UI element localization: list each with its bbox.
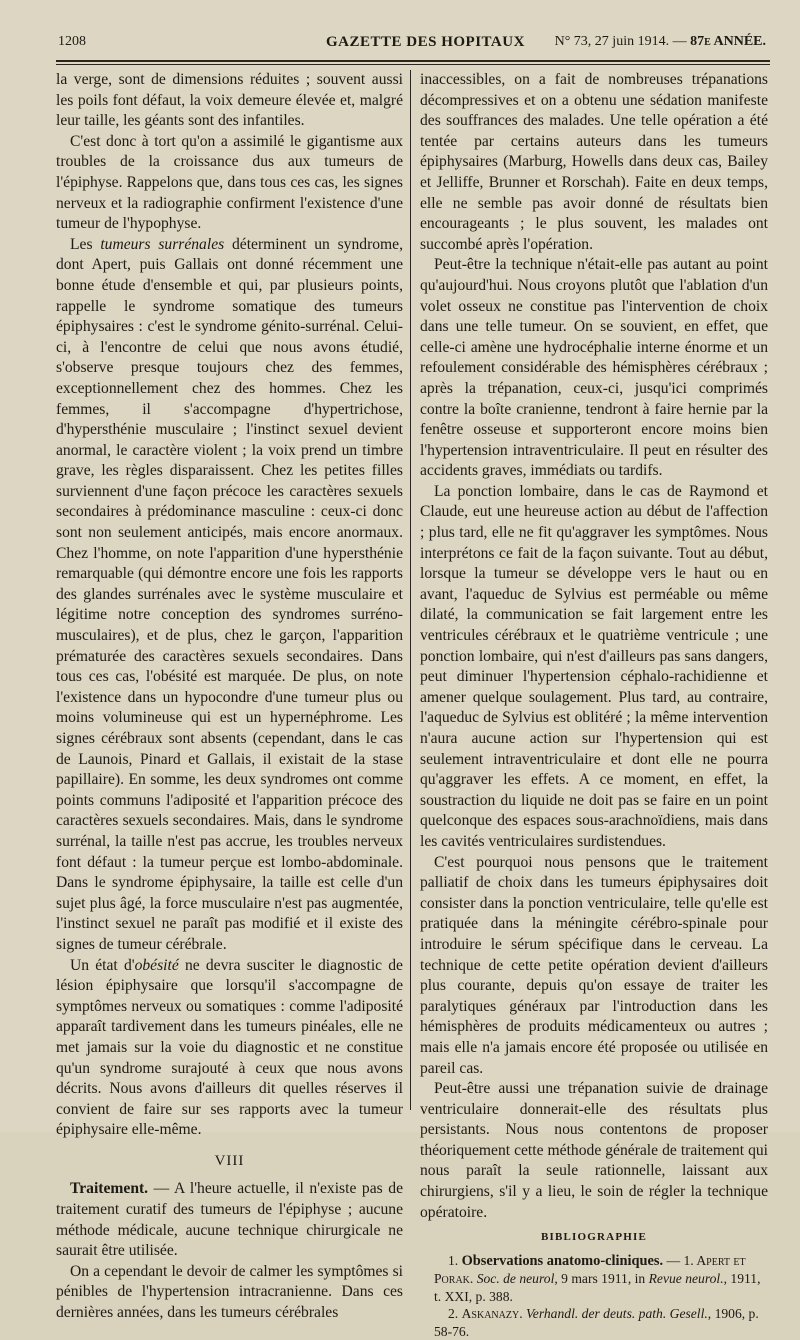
paragraph: Peut-être la technique n'était-elle pas autant au point qu'aujourd'hui. Nous croyons plutôt que l'ablation d'un volet osseux ne constitue pas l'intervention de choix dans une telle tumeur. On se souvient, en effet, que celle-ci amène une hydrocéphalie interne énorme et un refoulement considérable des hémisphères cérébraux ; après la trépanation, ceux-ci, jusqu'ici comprimés contre la boîte cranienne, tendront à faire hernie par la fenêtre osseuse et supporteront encore moins bien l'hypertension intraventriculaire. Il peut en résulter des accidents graves, immédiats ou tardifs. [420,256,768,480]
text-run: Un état d' [70,956,135,974]
bibliography-heading: BIBLIOGRAPHIE [540,1231,648,1244]
right-column [420,70,768,1340]
column-divider [410,70,411,1110]
run-in-heading: Traitement. [70,1180,149,1198]
header-rule-thick [56,60,770,62]
paragraph: La ponction lombaire, dans le cas de Raymond et Claude, eut une heureuse action au début de l'affection ; plus tard, elle ne fit qu'aggraver les symptômes. Nous interprétons ce fait de la façon suivante. Tout au début, lorsque la tumeur se développe vers le haut ou en avant, l'aqueduc de Sylvius est perméable ou même dilaté, la communication se fait largement entre les ventricules cérébraux et le quatrième ventricule ; une ponction lombaire, qui n'est d'ailleurs pas sans dangers, peut diminuer l'hypertension céphalo-rachidienne et amener quelque soulagement. Plus tard, au contraire, l'aqueduc de Sylvius est oblitéré ; la même intervention n'aura aucune action sur l'hypertension qui est seulement intraventriculaire et dont elle ne pourra qu'aggraver les effets. A ce moment, en effet, la soustraction du liquide ne doit pas se faire en un point quelconque des espaces sous-arachnoïdiens, mais dans les cavités ventriculaires surdistendues. [420,482,768,850]
paragraph: On a cependant le devoir de calmer les symptômes si pénibles de l'hypertension intracranienne. Dans ces dernières années, dans les tumeurs cérébrales [56,1262,403,1322]
text-run: Les [70,235,101,253]
header-rule-thin [56,64,770,65]
ref-journal: Verhandl. der deuts. path. Gesell. [526,1306,708,1322]
page-number: 1208 [58,34,86,49]
text-run: déterminent un syndrome, dont Apert, puis Gallais ont donné récemment une bonne étude d'ensemble et qui, par plusieurs points, rappelle le syndrome somatique des tumeurs épiphysaires : c'est le syndrome génito-surrénal. Celui-ci, à l'encontre de celui que nous avons étudié, s'observe presque toujours chez des femmes, exceptionnellement chez des hommes. Chez les femmes, il s'accompagne d'hypertrichose, d'hypersthénie musculaire ; l'instinct sexuel devient anormal, le caractère violent ; la voix prend un timbre grave, les règles disparaissent. Chez les petites filles surviennent d'une façon précoce les caractères sexuels secondaires à prédominance masculine : ceux-ci donc sont non seulement anticipés, mais encore anormaux. Chez l'homme, on note l'apparition d'une hypersthénie remarquable (qui démontre encore une fois les rapports des glandes surrénales avec le système musculaire et légitime notre conception des syndromes surréno-musculaires), et de plus, chez le garçon, l'apparition prématurée des caractères sexuels secondaires. Dans tous ces cas, l'obésité est marquée. De plus, on note l'existence dans un hypocondre d'une tumeur plus ou moins volumineuse qui est un hypernéphrome. Les signes cérébraux sont absents (cependant, dans le cas de Launois, Pinard et Gallais, il existait de la stase papillaire). En somme, les deux syndromes ont comme points communs l'adiposité et l'apparition précoce des caractères sexuels secondaires. Mais, dans le syndrome surrénal, la taille n'est pas accrue, les troubles nerveux font défaut : la tumeur perçue est lombo-abdominale. Dans le syndrome épiphysaire, la taille est celle d'un sujet plus âgé, la force musculaire n'est pas augmentée, l'instinct sexuel ne paraît pas modifié et il existe des signes de tumeur cérébrale. [56,235,404,953]
text-run: , 1911, t. XXI, p. 388. [434,1271,761,1304]
paragraph [56,235,403,956]
section-number: VIII [214,1152,245,1169]
ref-journal: Revue neurol. [648,1271,724,1287]
ref-title: Observations anatomo-cliniques. [461,1252,664,1269]
ref-number: 2. [448,1306,459,1322]
year-label: 87e ANNÉE. [690,34,766,49]
paragraph: inaccessibles, on a fait de nombreuses trépanations décompressives et on a obtenu une sédation manifeste des souffrances des malades. Une telle opération a été tentée par certains auteurs dans les tumeurs épiphysaires (Marburg, Howells dans deux cas, Bailey et Jelliffe, Brunner et Rorschah). Faite en deux temps, elle ne semble pas avoir donné de résultats bien encourageants ; le plus souvent, les malades ont succombé après l'opération. [420,71,768,253]
text-run: — A l'heure actuelle, il n'existe pas de traitement curatif des tumeurs de l'épiphyse ; aucune méthode médicale, aucune technique chirurgicale ne saurait être utilisée. [56,1180,403,1260]
paragraph: C'est pourquoi nous pensons que le traitement palliatif de choix dans les tumeurs épiphysaires doit consister dans la ponction ventriculaire, telle qu'elle est pratiquée dans la méningite cérébro-spinale pour introduire le sérum spécifique dans le cerveau. La technique de cette petite opération devient d'ailleurs plus courante, depuis qu'on essaye de traiter les paralytiques généraux par l'introduction dans les hémisphères de produits médicamenteux ou autres ; mais elle n'a jamais encore été proposée ou utilisée en pareil cas. [420,853,768,1077]
issue-info [555,34,766,50]
emphasis: obésité [134,956,179,974]
ref-journal: Soc. de neurol [476,1271,555,1287]
paragraph: Peut-être aussi une trépanation suivie de drainage ventriculaire donnerait-elle des résultats plus persistants. Nous nous contentons de proposer théoriquement cette méthode générale de traitement qui nous paraît la seule rationnelle, laissant aux chirurgiens, s'il y a lieu, le soin de régler la technique opératoire. [420,1080,768,1221]
paragraph: C'est donc à tort qu'on a assimilé le gigantisme aux troubles de la croissance dus aux tumeurs de l'épiphyse. Rappelons que, dans tous ces cas, les signes nerveux et la radiographie confirment l'existence d'une tumeur de l'hypophyse. [56,132,403,233]
bibliography-entry [420,1305,768,1340]
paragraph: la verge, sont de dimensions réduites ; souvent aussi les poils font défaut, la voix demeure élevée et, malgré leur taille, les géants sont des infantiles. [56,71,403,130]
left-column [56,70,403,1324]
text-run: , 9 mars 1911, in [554,1271,649,1287]
ref-author: Askanazy. [461,1306,523,1322]
ref-number: 1. [448,1252,459,1268]
journal-title: GAZETTE DES HOPITAUX [326,34,525,50]
text-run: ne devra susciter le diagnostic de lésion épiphysaire que lorsqu'il s'accompagne de symptômes nerveux ou somatiques : comme l'adiposité apparaît tardivement dans les tumeurs pinéales, elle ne met jamais sur la voie du diagnostic et ne constitue qu'un syndrome surajouté à ceux que nous avons décrits. Nous avons d'ailleurs dit quelles réserves il convient de faire sur ses rapports avec la tumeur épiphysaire elle-même. [56,956,403,1139]
paragraph [56,956,403,1141]
emphasis: tumeurs surrénales [100,235,225,253]
page-header [58,34,766,56]
ref-authors: — 1. Apert et Porak. [434,1252,746,1287]
paragraph [56,1179,403,1261]
bibliography-entry [420,1252,768,1306]
issue-date: N° 73, 27 juin 1914. — [554,34,687,49]
text-run: , 1906, p. 58-76. [434,1306,759,1339]
